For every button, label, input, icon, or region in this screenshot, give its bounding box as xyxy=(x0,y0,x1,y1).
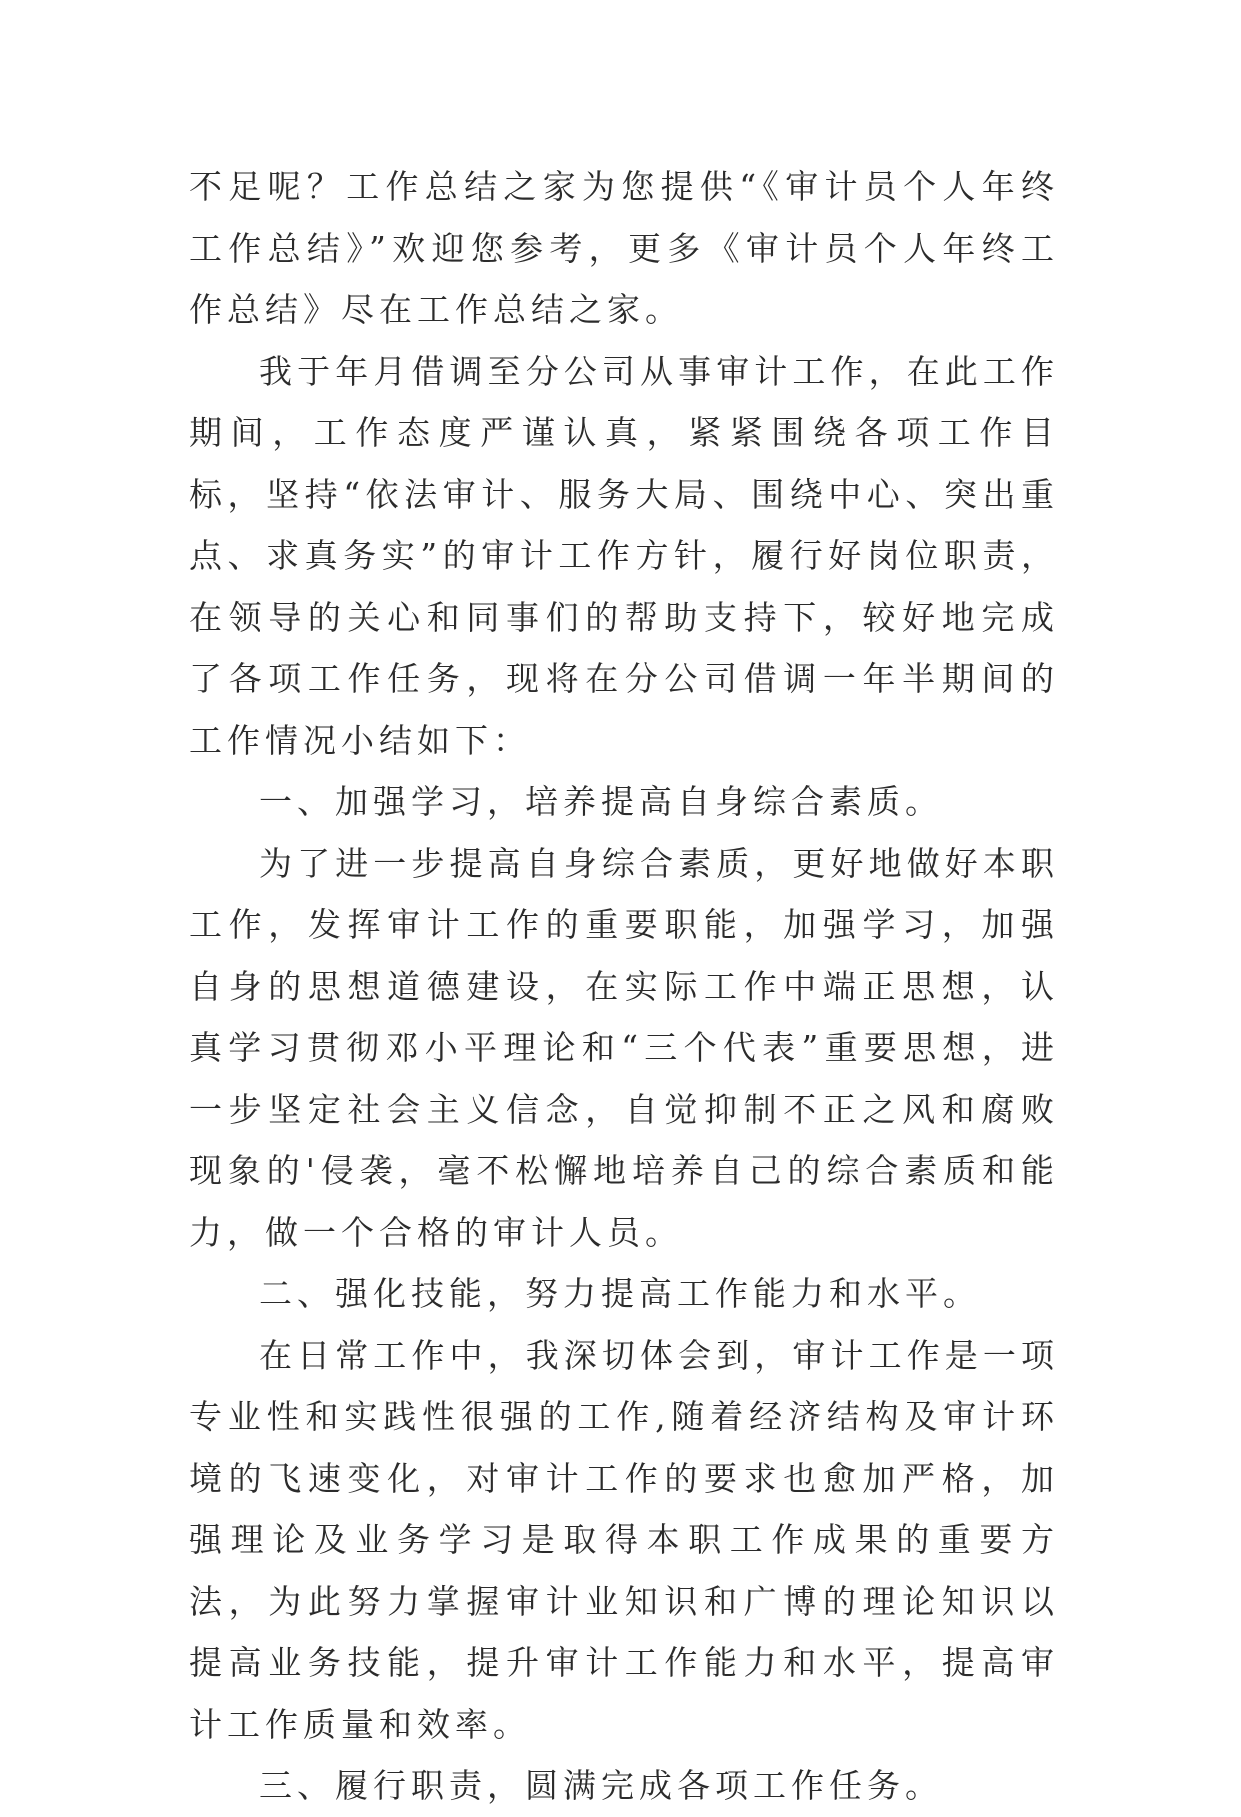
document-body xyxy=(189,156,1059,1817)
paragraph-section-2: 在日常工作中，我深切体会到，审计工作是一项专业性和实践性很强的工作,随着经济结构及审计环境的飞速变化，对审计工作的要求也愈加严格，加强理论及业务学习是取得本职工作成果的重要方法，为此努力掌握审计业知识和广博的理论知识以提高业务技能，提升审计工作能力和水平，提高审计工作质量和效率。 xyxy=(189,1335,1059,1744)
section-heading-2: 二、强化技能，努力提高工作能力和水平。 xyxy=(259,1274,981,1313)
section-heading-3: 三、履行职责，圆满完成各项工作任务。 xyxy=(259,1766,943,1805)
paragraph-opening: 我于年月借调至分公司从事审计工作，在此工作期间，工作态度严谨认真，紧紧围绕各项工作目标，坚持“依法审计、服务大局、围绕中心、突出重点、求真务实”的审计工作方针，履行好岗位职责，在领导的关心和同事们的帮助支持下，较好地完成了各项工作任务，现将在分公司借调一年半期间的工作情况小结如下： xyxy=(189,351,1059,760)
section-heading-1: 一、加强学习，培养提高自身综合素质。 xyxy=(259,782,943,821)
paragraph-section-1: 为了进一步提高自身综合素质，更好地做好本职工作，发挥审计工作的重要职能，加强学习，加强自身的思想道德建设，在实际工作中端正思想，认真学习贯彻邓小平理论和“三个代表”重要思想，进一步坚定社会主义信念，自觉抑制不正之风和腐败现象的'侵袭，毫不松懈地培养自己的综合素质和能力，做一个合格的审计人员。 xyxy=(189,843,1059,1252)
paragraph-intro: 不足呢？工作总结之家为您提供“《审计员个人年终工作总结》”欢迎您参考，更多《审计员个人年终工作总结》尽在工作总结之家。 xyxy=(189,167,1059,329)
